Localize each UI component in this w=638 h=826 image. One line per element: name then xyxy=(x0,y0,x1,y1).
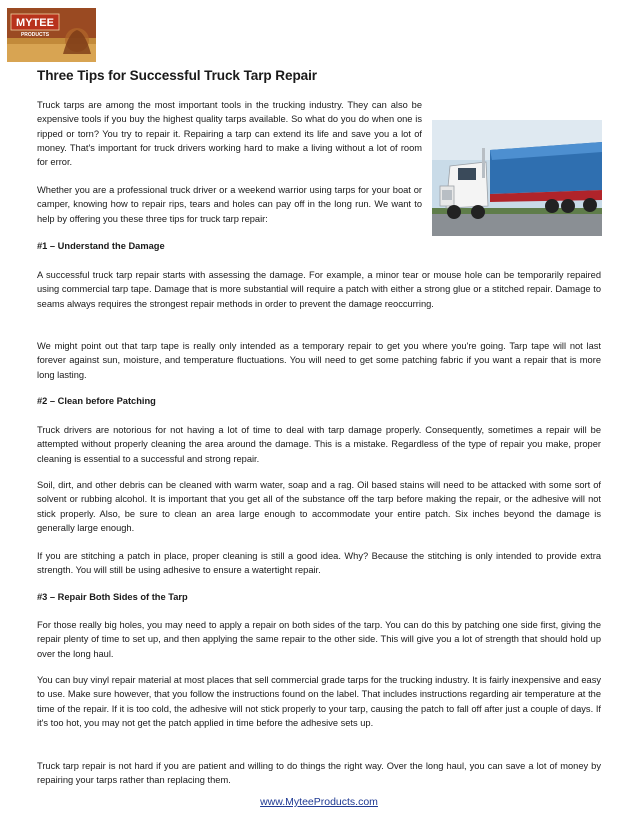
intro-paragraph-2: Whether you are a professional truck driver or a weekend warrior using tarps for your boat or camper, knowing how to repair rips, tears and holes can pay off in the long run. We want to help by offering you these three tips for truck tarp repair: xyxy=(37,185,422,224)
section-3-heading: #3 – Repair Both Sides of the Tarp xyxy=(37,592,188,602)
intro-paragraph-1: Truck tarps are among the most important tools in the trucking industry. They can also be expensive tools if you buy the highest quality tarps available. So what do you do when one is ripped or torn? You try to repair it. Repairing a tarp can extend its life and save you a lot of money. That's important for truck drivers working hard to make a living without a lot of room for error. xyxy=(37,100,422,168)
section-1-paragraph-2: We might point out that tarp tape is really only intended as a temporary repair to get you where you're going. Tarp tape will not last forever against sun, moisture, and temperature fluctuations. You will need to get some patching fabric if you want a repair that is more long lasting. xyxy=(37,341,601,380)
website-link[interactable]: www.MyteeProducts.com xyxy=(260,796,378,808)
section-2-paragraph-2: Soil, dirt, and other debris can be cleaned with warm water, soap and a rag. Oil based stains will need to be attacked with some sort of solvent or rubbing alcohol. It is important that you get all of the substance off the tarp before making the repair, or the adhesive will not stick properly. Also, be sure to clean an area large enough to accommodate your entire patch. Six inches beyond the damage is generally large enough. xyxy=(37,480,601,533)
section-2-paragraph-3: If you are stitching a patch in place, proper cleaning is still a good idea. Why? Because the stitching is only intended to provide extra strength. You will still be using adhesive to ensure a watertight repair. xyxy=(37,551,601,576)
section-1-heading: #1 – Understand the Damage xyxy=(37,241,165,251)
truck-photo xyxy=(432,120,602,236)
section-2-heading: #2 – Clean before Patching xyxy=(37,396,156,406)
footer xyxy=(0,796,638,808)
section-3-paragraph-2: You can buy vinyl repair material at most places that sell commercial grade tarps for the trucking industry. It is fairly inexpensive and easy to use. Make sure however, that you follow the instructions found on the label. That includes instructions regarding air temperature at the time of the repair. If it is too cold, the adhesive will not stick properly to your tarp, causing the patch to fall off after just a couple of days. If it's too hot, you may not get the patch applied in time before the adhesive sets up. xyxy=(37,675,601,728)
mytee-logo xyxy=(7,8,96,62)
logo-subtext: PRODUCTS xyxy=(20,32,50,38)
section-3-paragraph-1: For those really big holes, you may need to apply a repair on both sides of the tarp. You can do this by patching one side first, giving the repair plenty of time to set up, and then applying the same repair to the other side. This will give you a lot of strength that should hold up over the long haul. xyxy=(37,620,601,659)
logo-text: MYTEE xyxy=(16,17,54,29)
section-1-paragraph-1: A successful truck tarp repair starts with assessing the damage. For example, a minor tear or mouse hole can be temporarily repaired using commercial tarp tape. Damage that is more substantial will require a patch with either a strong glue or a stitched repair. Damage to seams always requires the strongest repair methods in order to prevent the damage reoccurring. xyxy=(37,270,601,309)
page-title: Three Tips for Successful Truck Tarp Repair xyxy=(37,68,317,83)
section-3-paragraph-3: Truck tarp repair is not hard if you are patient and willing to do things the right way. Over the long haul, you can save a lot of money by repairing your tarps rather than replacing them. xyxy=(37,761,601,786)
section-2-paragraph-1: Truck drivers are notorious for not having a lot of time to deal with tarp damage properly. Consequently, sometimes a repair will be attempted without properly cleaning the area around the damage. This is a mistake. Regardless of the type of repair you make, proper cleaning is essential to a successful and strong repair. xyxy=(37,425,601,464)
